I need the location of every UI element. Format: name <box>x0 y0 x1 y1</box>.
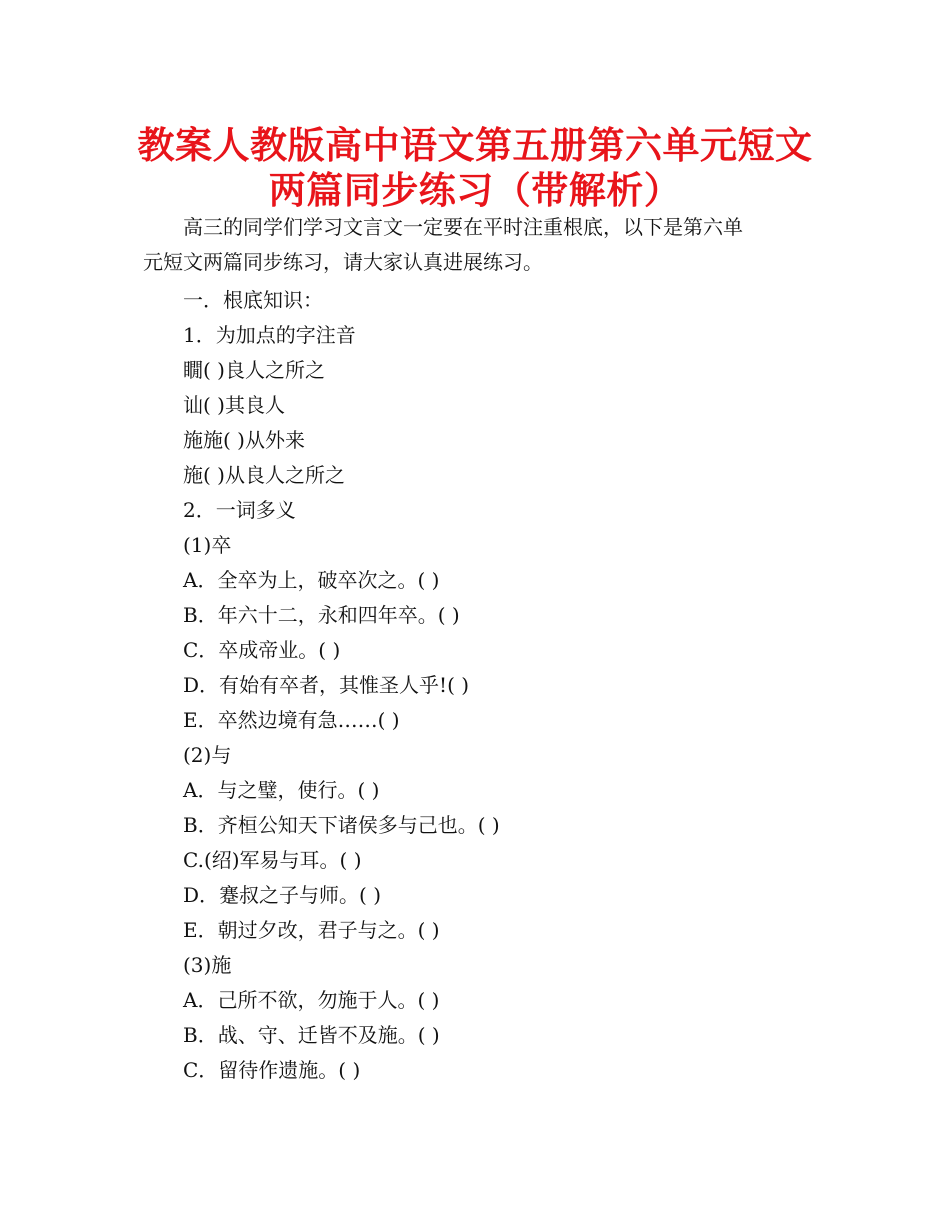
sub-question-heading: (2)与 <box>183 743 232 767</box>
option-item: B．年六十二，永和四年卒。( ) <box>183 603 460 627</box>
option-item: D．有始有卒者，其惟圣人乎!( ) <box>183 673 470 697</box>
intro-line-1: 高三的同学们学习文言文一定要在平时注重根底，以下是第六单 <box>183 215 743 239</box>
option-item: E．卒然边境有急……( ) <box>183 708 400 732</box>
option-item: C.(绍)军易与耳。( ) <box>183 848 362 872</box>
option-item: B．齐桓公知天下诸侯多与己也。( ) <box>183 813 500 837</box>
option-item: B．战、守、迁皆不及施。( ) <box>183 1023 440 1047</box>
option-item: A．己所不欲，勿施于人。( ) <box>183 988 440 1012</box>
intro-line-2: 元短文两篇同步练习，请大家认真进展练习。 <box>143 250 543 274</box>
option-item: A．与之璧，使行。( ) <box>183 778 380 802</box>
option-item: A．全卒为上，破卒次之。( ) <box>183 568 440 592</box>
intro-paragraph <box>143 210 823 280</box>
option-item: E．朝过夕改，君子与之。( ) <box>183 918 440 942</box>
sub-question-heading: (3)施 <box>183 953 232 977</box>
option-item: C．留待作遗施。( ) <box>183 1058 361 1082</box>
exercise-body <box>183 283 823 1088</box>
question-heading: 2．一词多义 <box>183 498 296 522</box>
exercise-item: 施施( )从外来 <box>183 428 305 452</box>
exercise-item: 讪( )其良人 <box>183 393 285 417</box>
option-item: C．卒成帝业。( ) <box>183 638 341 662</box>
document-title-line-2: 两篇同步练习（带解析） <box>268 169 682 212</box>
option-item: D．蹇叔之子与师。( ) <box>183 883 381 907</box>
question-heading: 1．为加点的字注音 <box>183 323 356 347</box>
exercise-item: 瞯( )良人之所之 <box>183 358 325 382</box>
sub-question-heading: (1)卒 <box>183 533 232 557</box>
exercise-item: 施( )从良人之所之 <box>183 463 345 487</box>
document-title-line-1: 教案人教版高中语文第五册第六单元短文 <box>137 124 813 167</box>
section-heading: 一．根底知识： <box>183 288 323 312</box>
